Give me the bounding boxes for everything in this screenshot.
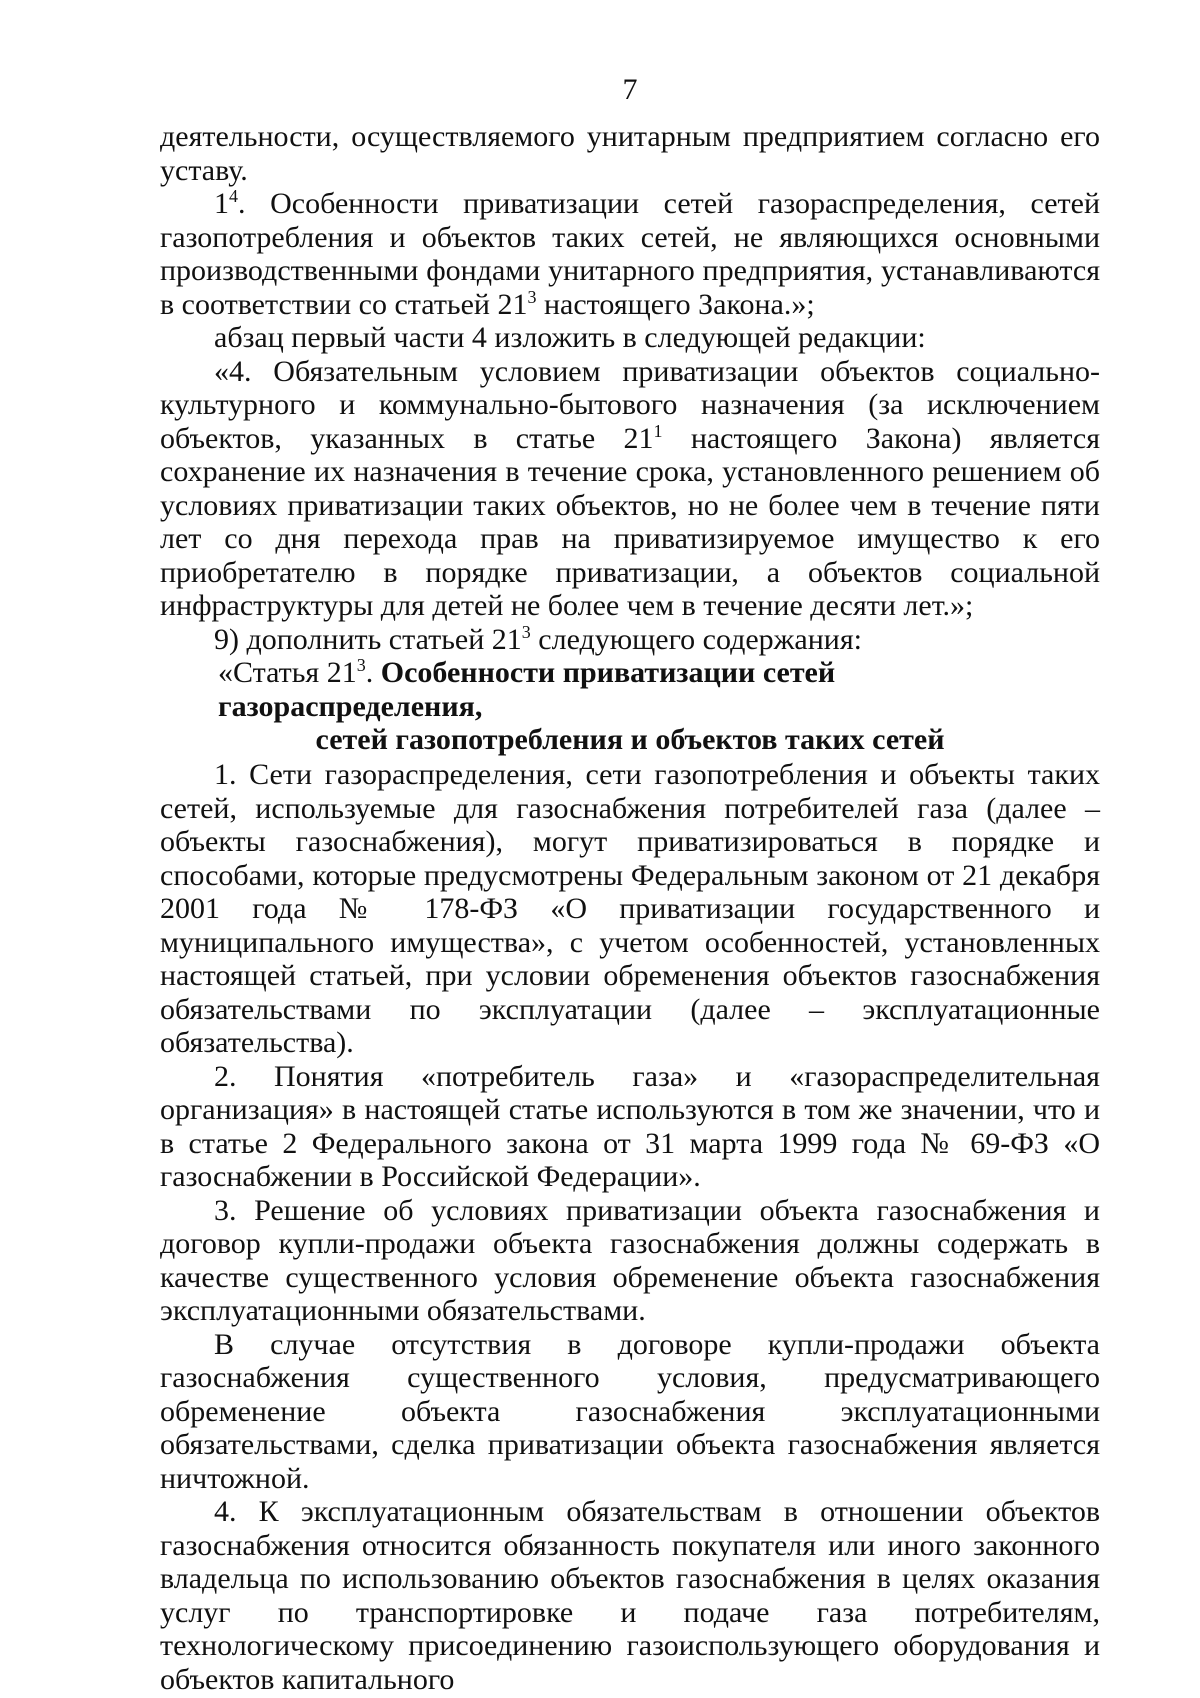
paragraph-text: следующего содержания: — [530, 622, 862, 656]
paragraph-part-4 — [160, 355, 1100, 623]
article-clause-3-note: В случае отсутствия в договоре купли-продажи объекта газоснабжения существенного условия, предусматривающего обременение объекта газоснабжения эксплуатационными обязательствами, сделка приватизации объекта газоснабжения является ничтожной. — [160, 1327, 1100, 1495]
superscript: 3 — [356, 655, 366, 675]
superscript: 1 — [653, 420, 663, 441]
paragraph-text: «4. Обязательным условием приватизации объектов социально-культурного и коммунально-бытового назначения (за исключением объектов, указанных в статье 21 — [160, 354, 1100, 455]
superscript: 3 — [521, 621, 531, 642]
paragraph-amendment-intro: абзац первый части 4 изложить в следующей редакции: — [214, 321, 926, 354]
article-clause-1: 1. Сети газораспределения, сети газопотребления и объекты таких сетей, используемые для газоснабжения потребителей газа (далее – объекты газоснабжения), могут приватизироваться в порядке и способами, которые предусмотрены Федеральным законом от 21 декабря 2001 года № 178-ФЗ «О приватизации государственного и муниципального имущества», с учетом особенностей, установленных настоящей статьей, при условии обременения объектов газоснабжения обязательствами по эксплуатации (далее – эксплуатационные обязательства). — [160, 758, 1100, 1059]
paragraph-item-9 — [160, 623, 1100, 657]
page-number: 7 — [622, 73, 638, 106]
article-number-dot: . — [365, 656, 374, 689]
superscript: 3 — [527, 286, 537, 307]
paragraph-continuation: деятельности, осуществляемого унитарным предприятием согласно его уставу. — [160, 120, 1100, 187]
paragraph-number: 1 — [214, 187, 229, 220]
paragraph-text: 9) дополнить статьей 21 — [214, 622, 522, 656]
paragraph-text: настоящего Закона) является сохранение их назначения в течение срока, установленного решением об условиях приватизации таких объектов, но не более чем в течение пяти лет со дня перехода прав на приватизируемое имущество к его приобретателю в порядке приватизации, а объектов социальной инфраструктуры для детей не более чем в течение десяти лет.»; — [160, 421, 1100, 622]
article-heading-line1 — [160, 656, 1100, 723]
superscript: 4 — [229, 186, 238, 206]
article-clause-2: 2. Понятия «потребитель газа» и «газораспределительная организация» в настоящей статье используются в том же значении, что и в статье 2 Федерального закона от 31 марта 1999 года № 69-ФЗ «О газоснабжении в Российской Федерации». — [160, 1059, 1100, 1193]
article-title-part1: Особенности приватизации сетей газораспределения, — [218, 656, 836, 723]
article-clause-4: 4. К эксплуатационным обязательствам в отношении объектов газоснабжения относится обязанность покупателя или иного законного владельца по использованию объектов газоснабжения в целях оказания услуг по транспортировке и подаче газа потребителям, технологическому присоединению газоиспользующего оборудования и объектов капитального — [160, 1495, 1100, 1696]
article-title-part2: сетей газопотребления и объектов таких сетей — [315, 723, 945, 756]
paragraph-text: . Особенности приватизации сетей газораспределения, сетей газопотребления и объектов таких сетей, не являющихся основными производственными фондами унитарного предприятия, устанавливаются в соответствии со статьей 21 — [160, 187, 1100, 321]
paragraph-1-4 — [160, 187, 1100, 321]
paragraph-text: настоящего Закона.»; — [536, 287, 815, 321]
text-block-lower — [160, 758, 1100, 1696]
article-number: «Статья 21 — [218, 656, 357, 689]
article-clause-3: 3. Решение об условиях приватизации объекта газоснабжения и договор купли-продажи объекта газоснабжения должны содержать в качестве существенного условия обременение объекта газоснабжения эксплуатационными обязательствами. — [160, 1193, 1100, 1327]
text-block-upper — [160, 120, 1100, 757]
